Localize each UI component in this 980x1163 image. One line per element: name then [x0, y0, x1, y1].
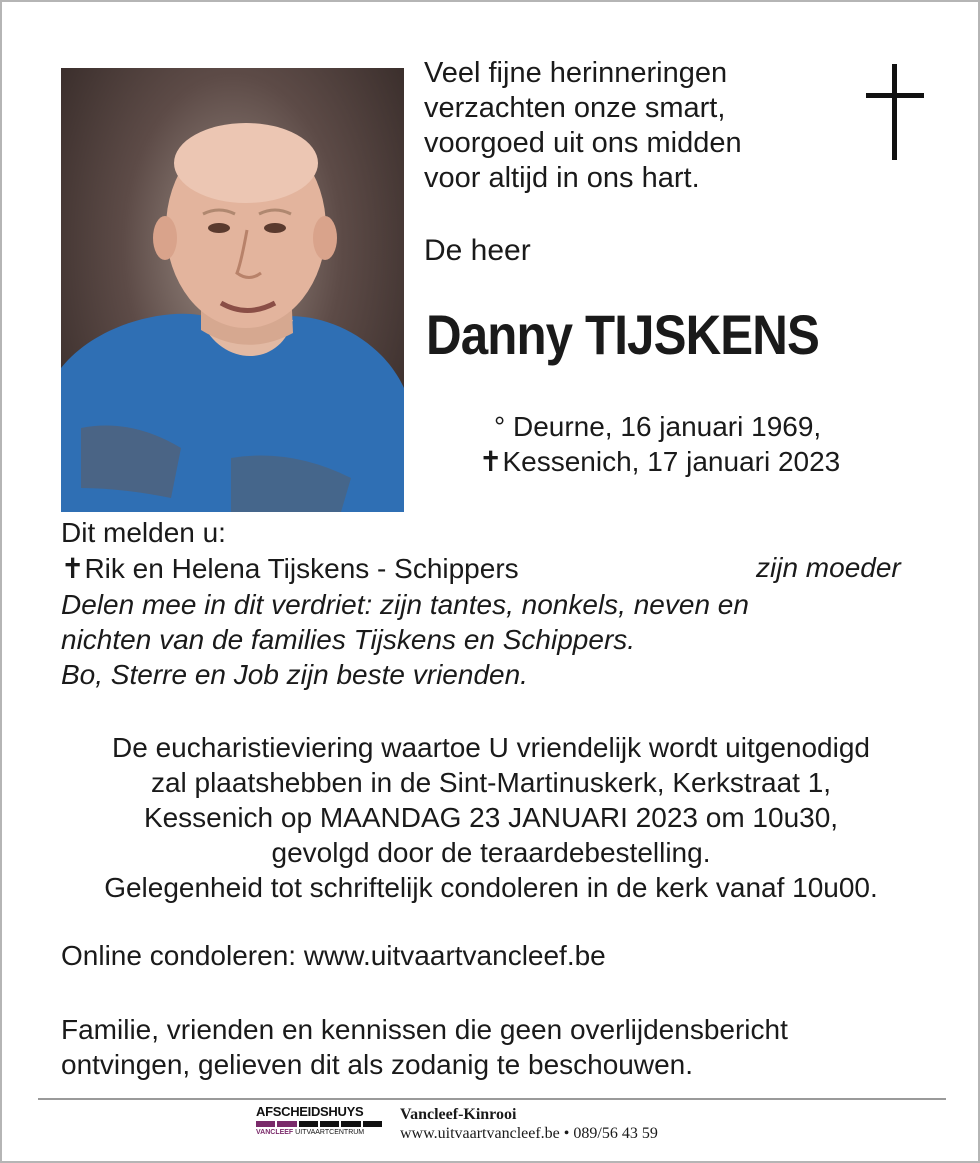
notice-line: ontvingen, gelieven dit als zodanig te beschouwen. [61, 1049, 693, 1080]
poem-line: Veel fijne herinneringen [424, 57, 728, 89]
portrait-photo [61, 68, 404, 512]
deceased-name: Danny TIJSKENS [426, 303, 819, 366]
service-line: Kessenich op MAANDAG 23 JANUARI 2023 om 10u30, [143, 802, 839, 833]
sharing-line: nichten van de families Tijskens en Schippers. [61, 624, 636, 655]
company-name: Vancleef-Kinrooi [400, 1106, 517, 1123]
company-contact: www.uitvaartvancleef.be • 089/56 43 59 [400, 1125, 658, 1142]
logo-brand: VANCLEEF [256, 1129, 294, 1136]
funeral-service-info [42, 730, 940, 905]
closing-notice [61, 1012, 788, 1082]
relative-name: ✝Rik en Helena Tijskens - Schippers [61, 553, 519, 584]
service-line: Gelegenheid tot schriftelijk condoleren in de kerk vanaf 10u00. [104, 872, 878, 903]
sharing-family [61, 587, 749, 692]
online-condolence: Online condoleren: www.uitvaartvancleef.be [61, 940, 606, 971]
portrait-illustration [61, 68, 404, 512]
poem-line: verzachten onze smart, [424, 92, 726, 124]
sharing-line: Bo, Sterre en Job zijn beste vrienden. [61, 659, 528, 690]
logo-bar [256, 1121, 382, 1127]
announcement-intro: Dit melden u: [61, 517, 226, 548]
death-info: ✝Kessenich, 17 januari 2023 [479, 446, 841, 477]
birth-info: ° Deurne, 16 januari 1969, [494, 411, 822, 442]
latin-cross-icon [866, 64, 924, 160]
honorific: De heer [424, 234, 531, 267]
memorial-poem [424, 56, 742, 196]
logo-sub-text: UITVAARTCENTRUM [295, 1129, 365, 1136]
logo-subtitle [256, 1128, 382, 1137]
sharing-line: Delen mee in dit verdriet: zijn tantes, nonkels, neven en [61, 589, 749, 620]
relative-relation: zijn moeder [756, 552, 901, 583]
relative-row [61, 552, 917, 585]
poem-line: voorgoed uit ons midden [424, 127, 742, 159]
notice-line: Familie, vrienden en kennissen die geen overlijdensbericht [61, 1014, 788, 1045]
service-line: De eucharistieviering waartoe U vriendelijk wordt uitgenodigd [112, 732, 870, 763]
service-line: gevolgd door de teraardebestelling. [271, 837, 711, 868]
funeral-home-logo [256, 1105, 382, 1137]
service-line: zal plaatshebben in de Sint-Martinuskerk, Kerkstraat 1, [150, 767, 832, 798]
company-info [400, 1106, 658, 1144]
poem-line: voor altijd in ons hart. [424, 162, 700, 194]
logo-title: AFSCHEIDSHUYS [256, 1104, 364, 1119]
footer-divider [38, 1098, 946, 1100]
